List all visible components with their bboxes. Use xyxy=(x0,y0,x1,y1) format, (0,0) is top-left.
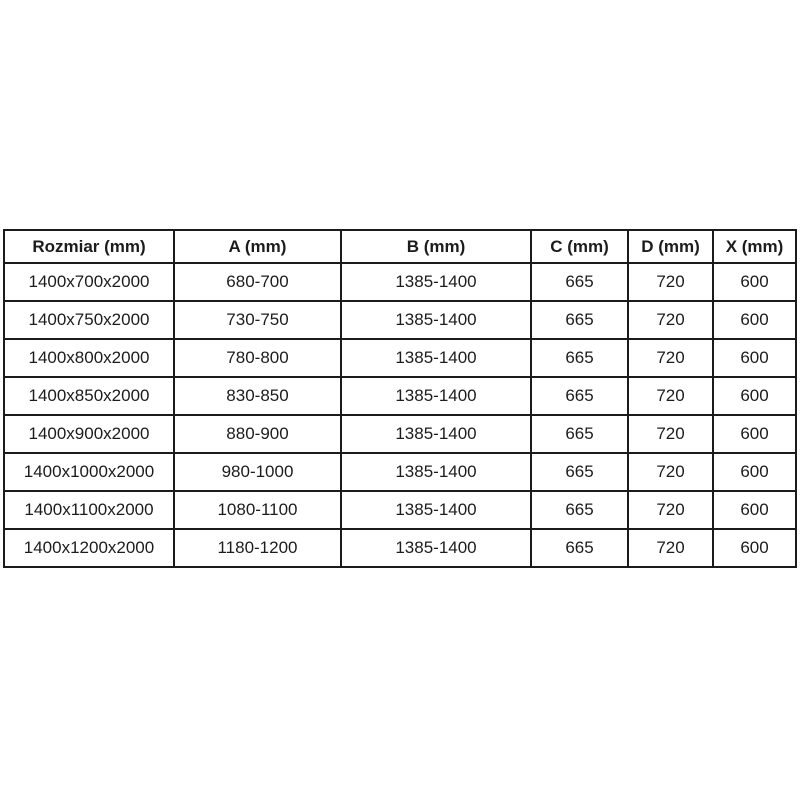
cell-a: 980-1000 xyxy=(174,453,341,491)
cell-d: 720 xyxy=(628,415,713,453)
column-header-d: D (mm) xyxy=(628,230,713,263)
table-header-row xyxy=(4,230,796,263)
table-row xyxy=(4,263,796,301)
cell-d: 720 xyxy=(628,301,713,339)
cell-rozmiar: 1400x850x2000 xyxy=(4,377,174,415)
cell-c: 665 xyxy=(531,453,628,491)
cell-a: 880-900 xyxy=(174,415,341,453)
column-header-c: C (mm) xyxy=(531,230,628,263)
cell-rozmiar: 1400x900x2000 xyxy=(4,415,174,453)
cell-c: 665 xyxy=(531,377,628,415)
table-row xyxy=(4,301,796,339)
cell-x: 600 xyxy=(713,263,796,301)
cell-d: 720 xyxy=(628,339,713,377)
cell-a: 830-850 xyxy=(174,377,341,415)
column-header-b: B (mm) xyxy=(341,230,531,263)
cell-x: 600 xyxy=(713,491,796,529)
cell-a: 680-700 xyxy=(174,263,341,301)
cell-x: 600 xyxy=(713,339,796,377)
cell-d: 720 xyxy=(628,453,713,491)
cell-b: 1385-1400 xyxy=(341,263,531,301)
cell-x: 600 xyxy=(713,529,796,567)
table-row xyxy=(4,453,796,491)
cell-rozmiar: 1400x800x2000 xyxy=(4,339,174,377)
cell-rozmiar: 1400x750x2000 xyxy=(4,301,174,339)
cell-c: 665 xyxy=(531,415,628,453)
cell-rozmiar: 1400x1200x2000 xyxy=(4,529,174,567)
column-header-a: A (mm) xyxy=(174,230,341,263)
cell-c: 665 xyxy=(531,301,628,339)
cell-c: 665 xyxy=(531,491,628,529)
size-specification-table xyxy=(3,229,797,568)
column-header-rozmiar: Rozmiar (mm) xyxy=(4,230,174,263)
cell-b: 1385-1400 xyxy=(341,301,531,339)
cell-d: 720 xyxy=(628,377,713,415)
cell-d: 720 xyxy=(628,263,713,301)
cell-x: 600 xyxy=(713,301,796,339)
cell-x: 600 xyxy=(713,415,796,453)
table-row xyxy=(4,377,796,415)
cell-b: 1385-1400 xyxy=(341,415,531,453)
cell-a: 1180-1200 xyxy=(174,529,341,567)
table-row xyxy=(4,529,796,567)
cell-b: 1385-1400 xyxy=(341,491,531,529)
cell-c: 665 xyxy=(531,263,628,301)
cell-b: 1385-1400 xyxy=(341,377,531,415)
cell-d: 720 xyxy=(628,529,713,567)
cell-b: 1385-1400 xyxy=(341,529,531,567)
cell-c: 665 xyxy=(531,339,628,377)
cell-a: 730-750 xyxy=(174,301,341,339)
column-header-x: X (mm) xyxy=(713,230,796,263)
cell-c: 665 xyxy=(531,529,628,567)
cell-rozmiar: 1400x1000x2000 xyxy=(4,453,174,491)
cell-rozmiar: 1400x700x2000 xyxy=(4,263,174,301)
cell-d: 720 xyxy=(628,491,713,529)
cell-b: 1385-1400 xyxy=(341,339,531,377)
cell-rozmiar: 1400x1100x2000 xyxy=(4,491,174,529)
cell-x: 600 xyxy=(713,453,796,491)
cell-a: 1080-1100 xyxy=(174,491,341,529)
cell-a: 780-800 xyxy=(174,339,341,377)
table-row xyxy=(4,415,796,453)
table-row xyxy=(4,491,796,529)
table-row xyxy=(4,339,796,377)
cell-x: 600 xyxy=(713,377,796,415)
cell-b: 1385-1400 xyxy=(341,453,531,491)
